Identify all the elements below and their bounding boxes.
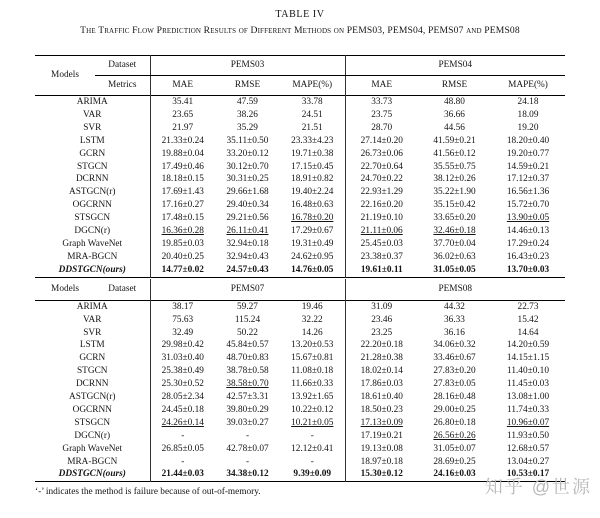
value-cell: 24.51 xyxy=(301,109,323,120)
value-cell: - xyxy=(150,456,215,469)
value-cell: 10.96±0.07 xyxy=(506,417,550,428)
value-cell: 14.15±1.15 xyxy=(506,353,550,364)
value-cell: 10.22±0.12 xyxy=(291,404,334,415)
value-cell: 39.03±0.27 xyxy=(226,417,269,428)
table-row xyxy=(35,430,565,443)
dataset-header: Dataset xyxy=(108,283,137,294)
table-row xyxy=(35,314,565,327)
value-cell: 29.98±0.42 xyxy=(150,339,215,352)
value-cell: 38.17 xyxy=(150,300,215,313)
model-name: LSTM xyxy=(79,340,105,351)
value-cell: 14.26 xyxy=(301,327,323,338)
value-cell: 13.20±0.53 xyxy=(291,340,334,351)
value-cell: 34.38±0.12 xyxy=(226,469,269,480)
value-cell: - xyxy=(310,430,314,441)
results-table-bottom xyxy=(35,279,565,483)
value-cell: 15.30±0.12 xyxy=(345,468,418,481)
value-cell: 39.80±0.29 xyxy=(226,404,269,415)
group-header-pems08: PEMS08 xyxy=(345,279,565,301)
value-cell: 36.66 xyxy=(444,109,465,120)
value-cell: 13.90±0.05 xyxy=(506,213,550,224)
value-cell: 18.91±0.82 xyxy=(291,174,334,185)
value-cell: 31.09 xyxy=(345,300,418,313)
value-cell: 17.19±0.21 xyxy=(345,430,418,443)
metric-header-rmse: RMSE xyxy=(441,80,468,90)
value-cell: 27.14±0.20 xyxy=(345,135,418,148)
value-cell: 12.68±0.57 xyxy=(506,443,550,454)
table-top-header xyxy=(35,56,565,96)
value-cell: 24.45±0.18 xyxy=(150,404,215,417)
value-cell: 42.57±3.31 xyxy=(226,392,269,403)
table-bottom-body xyxy=(35,300,565,482)
value-cell: 17.13±0.09 xyxy=(345,417,418,430)
value-cell: 17.15±0.45 xyxy=(291,161,334,172)
table-row xyxy=(35,391,565,404)
value-cell: 19.40±2.24 xyxy=(291,187,334,198)
value-cell: 19.61±0.11 xyxy=(345,264,418,277)
value-cell: 32.46±0.18 xyxy=(433,226,476,237)
value-cell: 16.78±0.20 xyxy=(291,213,334,224)
value-cell: 14.20±0.59 xyxy=(506,340,550,351)
value-cell: 18.50±0.23 xyxy=(345,404,418,417)
table-caption: The Traffic Flow Prediction Results of Different Methods on PEMS03, PEMS04, PEMS07 and PEMS08 xyxy=(80,25,520,36)
value-cell: 23.75 xyxy=(345,109,418,122)
table-row xyxy=(35,378,565,391)
value-cell: 28.05±2.34 xyxy=(150,391,215,404)
value-cell: 19.13±0.08 xyxy=(345,443,418,456)
table-row xyxy=(35,225,565,238)
value-cell: 44.56 xyxy=(444,122,465,133)
value-cell: 14.46±0.13 xyxy=(506,226,550,237)
value-cell: 24.70±0.22 xyxy=(345,173,418,186)
value-cell: 28.16±0.48 xyxy=(433,392,476,403)
value-cell: 33.46±0.67 xyxy=(433,353,476,364)
table-row xyxy=(35,173,565,186)
value-cell: 24.16±0.03 xyxy=(433,469,476,480)
value-cell: 11.40±0.10 xyxy=(507,366,549,377)
models-header: Models xyxy=(51,283,79,294)
value-cell: 12.12±0.41 xyxy=(291,443,334,454)
value-cell: 22.93±1.29 xyxy=(345,186,418,199)
value-cell: - xyxy=(245,456,250,467)
value-cell: 41.59±0.21 xyxy=(433,135,476,146)
value-cell: 21.51 xyxy=(301,122,323,133)
model-name: DGCN(r) xyxy=(74,226,111,237)
value-cell: 38.26 xyxy=(237,109,258,120)
model-name: Graph WaveNet xyxy=(62,238,123,249)
value-cell: 19.46 xyxy=(301,301,323,312)
model-name: ASTGCN(r) xyxy=(69,187,116,198)
value-cell: 26.80±0.18 xyxy=(433,417,476,428)
value-cell: 35.55±0.75 xyxy=(433,161,476,172)
value-cell: 26.73±0.06 xyxy=(345,148,418,161)
value-cell: 33.73 xyxy=(345,96,418,109)
value-cell: 26.56±0.26 xyxy=(433,430,476,441)
value-cell: 30.12±0.70 xyxy=(226,161,269,172)
value-cell: 48.80 xyxy=(444,97,465,107)
watermark: 知乎 @世源 xyxy=(484,477,592,497)
value-cell: 24.62±0.95 xyxy=(291,251,334,262)
value-cell: 17.12±0.37 xyxy=(506,174,550,185)
group-header-pems07: PEMS07 xyxy=(150,279,345,301)
value-cell: 11.74±0.33 xyxy=(507,404,549,415)
metric-header-mae: MAE xyxy=(345,76,418,96)
model-name: VAR xyxy=(83,109,102,120)
value-cell: - xyxy=(150,430,215,443)
model-name: STSGCN xyxy=(74,213,111,224)
value-cell: 19.71±0.38 xyxy=(291,148,334,159)
value-cell: 35.22±1.90 xyxy=(433,187,476,198)
value-cell: 37.70±0.04 xyxy=(433,238,476,249)
value-cell: 25.38±0.49 xyxy=(150,365,215,378)
value-cell: 16.48±0.63 xyxy=(291,200,334,211)
model-name: DDSTGCN(ours) xyxy=(58,264,126,275)
metric-header-rmse: RMSE xyxy=(234,80,261,90)
value-cell: 33.65±0.20 xyxy=(433,213,476,224)
value-cell: 18.61±0.40 xyxy=(345,391,418,404)
model-name: MRA-BGCN xyxy=(67,251,118,262)
table-row xyxy=(35,122,565,135)
model-name: DCRNN xyxy=(75,174,109,185)
value-cell: 24.18 xyxy=(517,97,539,107)
model-name: GCRN xyxy=(79,148,106,159)
value-cell: 30.31±0.25 xyxy=(226,174,269,185)
metrics-header: Metrics xyxy=(108,80,137,90)
value-cell: 17.48±0.15 xyxy=(150,212,215,225)
value-cell: 21.97 xyxy=(150,122,215,135)
metric-header-mae: MAE xyxy=(150,76,215,96)
table-row xyxy=(35,300,565,313)
value-cell: 44.32 xyxy=(444,301,465,312)
value-cell: 16.36±0.28 xyxy=(150,225,215,238)
model-name: SVR xyxy=(83,122,102,133)
value-cell: 32.49 xyxy=(150,327,215,340)
value-cell: 22.16±0.20 xyxy=(345,199,418,212)
value-cell: 35.41 xyxy=(150,96,215,109)
value-cell: 21.44±0.03 xyxy=(150,468,215,481)
table-row xyxy=(35,404,565,417)
table-row xyxy=(35,212,565,225)
value-cell: 115.24 xyxy=(234,314,261,325)
value-cell: 31.05±0.05 xyxy=(433,264,476,275)
value-cell: 32.22 xyxy=(301,314,323,325)
value-cell: 17.86±0.03 xyxy=(345,378,418,391)
value-cell: 29.40±0.34 xyxy=(226,200,269,211)
table-row xyxy=(35,443,565,456)
value-cell: 19.20±0.77 xyxy=(506,148,550,159)
model-name: DDSTGCN(ours) xyxy=(58,469,126,480)
value-cell: 36.33 xyxy=(444,314,465,325)
value-cell: 21.19±0.10 xyxy=(345,212,418,225)
value-cell: 11.66±0.33 xyxy=(291,379,334,390)
value-cell: 14.77±0.02 xyxy=(150,264,215,277)
value-cell: 18.18±0.15 xyxy=(150,173,215,186)
value-cell: 29.21±0.56 xyxy=(226,213,269,224)
value-cell: 47.59 xyxy=(237,97,258,107)
value-cell: 35.29 xyxy=(237,122,258,133)
value-cell: 28.69±0.25 xyxy=(433,456,476,467)
table-row xyxy=(35,135,565,148)
models-header: Models xyxy=(51,70,79,80)
value-cell: 16.43±0.23 xyxy=(506,251,550,262)
value-cell: 19.31±0.49 xyxy=(291,238,334,249)
model-name: VAR xyxy=(83,314,102,325)
value-cell: 35.11±0.50 xyxy=(226,135,269,146)
value-cell: 26.85±0.05 xyxy=(150,443,215,456)
value-cell: 38.78±0.58 xyxy=(226,366,269,377)
value-cell: 75.63 xyxy=(150,314,215,327)
value-cell: 22.73 xyxy=(517,301,539,312)
value-cell: 19.85±0.03 xyxy=(150,238,215,251)
table-row xyxy=(35,251,565,264)
value-cell: 29.00±0.25 xyxy=(433,404,476,415)
value-cell: 11.93±0.50 xyxy=(507,430,549,441)
value-cell: 36.16 xyxy=(444,327,465,338)
model-name: GCRN xyxy=(79,353,106,364)
metric-header-mape: MAPE(%) xyxy=(292,80,333,90)
value-cell: 17.16±0.27 xyxy=(150,199,215,212)
table-number-title: TABLE IV xyxy=(275,9,325,20)
value-cell: 11.08±0.18 xyxy=(291,366,334,377)
model-name: MRA-BGCN xyxy=(67,456,118,467)
value-cell: 34.06±0.32 xyxy=(433,340,476,351)
value-cell: 24.57±0.43 xyxy=(226,264,269,275)
model-name: LSTM xyxy=(79,135,105,146)
value-cell: 32.94±0.18 xyxy=(226,238,269,249)
table-bottom-header xyxy=(35,279,565,301)
value-cell: 11.45±0.03 xyxy=(507,379,549,390)
value-cell: 18.09 xyxy=(517,109,539,120)
value-cell: 14.76±0.05 xyxy=(291,264,334,275)
value-cell: 13.70±0.03 xyxy=(506,264,550,275)
table-row xyxy=(35,456,565,469)
value-cell: 14.59±0.21 xyxy=(506,161,550,172)
value-cell: 15.42 xyxy=(517,314,539,325)
model-name: DCRNN xyxy=(75,379,109,390)
table-row xyxy=(35,352,565,365)
table-row xyxy=(35,339,565,352)
table-row xyxy=(35,96,565,109)
value-cell: 48.70±0.83 xyxy=(226,353,269,364)
value-cell: 10.53±0.17 xyxy=(506,469,550,480)
value-cell: 23.33±4.23 xyxy=(291,135,334,146)
model-name: DGCN(r) xyxy=(74,430,111,441)
value-cell: 19.20 xyxy=(517,122,539,133)
value-cell: 16.56±1.36 xyxy=(506,187,550,198)
value-cell: 22.20±0.18 xyxy=(345,339,418,352)
value-cell: 10.21±0.05 xyxy=(291,417,334,428)
table-row xyxy=(35,327,565,340)
model-name: OGCRNN xyxy=(72,200,112,211)
value-cell: 14.64 xyxy=(517,327,539,338)
model-name: OGCRNN xyxy=(72,404,112,415)
value-cell: 13.92±1.65 xyxy=(291,392,334,403)
model-name: STGCN xyxy=(77,366,108,377)
value-cell: 21.33±0.24 xyxy=(150,135,215,148)
metric-header-mape: MAPE(%) xyxy=(508,80,548,90)
results-table-top xyxy=(35,55,565,278)
table-row xyxy=(35,186,565,199)
value-cell: 23.38±0.37 xyxy=(345,251,418,264)
value-cell: 17.69±1.43 xyxy=(150,186,215,199)
value-cell: 21.11±0.06 xyxy=(345,225,418,238)
value-cell: 31.05±0.07 xyxy=(433,443,476,454)
value-cell: 25.45±0.03 xyxy=(345,238,418,251)
value-cell: 33.78 xyxy=(301,97,323,107)
value-cell: 13.08±1.00 xyxy=(506,392,550,403)
table-row xyxy=(35,365,565,378)
dataset-header: Dataset xyxy=(95,56,150,76)
value-cell: 50.22 xyxy=(237,327,258,338)
group-header-pems03: PEMS03 xyxy=(150,56,345,76)
value-cell: 18.20±0.40 xyxy=(506,135,550,146)
value-cell: 32.94±0.43 xyxy=(226,251,269,262)
value-cell: 42.78±0.07 xyxy=(226,443,269,454)
value-cell: 15.67±0.81 xyxy=(291,353,334,364)
value-cell: 17.29±0.24 xyxy=(506,238,550,249)
value-cell: 23.46 xyxy=(345,314,418,327)
value-cell: 17.49±0.46 xyxy=(150,161,215,174)
value-cell: 45.84±0.57 xyxy=(226,340,269,351)
value-cell: 26.11±0.41 xyxy=(226,226,269,237)
value-cell: 17.29±0.67 xyxy=(291,226,334,237)
value-cell: 20.40±0.25 xyxy=(150,251,215,264)
value-cell: 18.97±0.18 xyxy=(345,456,418,469)
value-cell: 27.83±0.05 xyxy=(433,379,476,390)
table-row xyxy=(35,109,565,122)
value-cell: 23.25 xyxy=(345,327,418,340)
value-cell: 9.39±0.09 xyxy=(293,469,332,480)
table-row xyxy=(35,264,565,277)
table-top-body xyxy=(35,96,565,278)
group-header-pems04: PEMS04 xyxy=(345,56,565,76)
value-cell: 41.56±0.12 xyxy=(433,148,476,159)
value-cell: 25.30±0.52 xyxy=(150,378,215,391)
table-row xyxy=(35,417,565,430)
value-cell: 36.02±0.63 xyxy=(433,251,476,262)
value-cell: 23.65 xyxy=(150,109,215,122)
value-cell: - xyxy=(310,456,314,467)
table-row xyxy=(35,238,565,251)
value-cell: 19.88±0.04 xyxy=(150,148,215,161)
model-name: ASTGCN(r) xyxy=(69,392,116,403)
model-name: SVR xyxy=(83,327,102,338)
value-cell: 21.28±0.38 xyxy=(345,352,418,365)
value-cell: 33.20±0.12 xyxy=(226,148,269,159)
value-cell: 15.72±0.70 xyxy=(506,200,550,211)
table-footnote: ‘-’ indicates the method is failure because of out-of-memory. xyxy=(35,487,261,498)
value-cell: 31.03±0.40 xyxy=(150,352,215,365)
model-name: ARIMA xyxy=(76,97,108,107)
value-cell: 38.12±0.26 xyxy=(433,174,476,185)
table-row xyxy=(35,148,565,161)
value-cell: 28.70 xyxy=(345,122,418,135)
model-name: STGCN xyxy=(77,161,108,172)
model-name: Graph WaveNet xyxy=(62,443,123,454)
value-cell: 13.04±0.27 xyxy=(506,456,550,467)
value-cell: - xyxy=(245,430,250,441)
model-name: ARIMA xyxy=(76,301,108,312)
value-cell: 27.83±0.20 xyxy=(433,366,476,377)
value-cell: 18.02±0.14 xyxy=(345,365,418,378)
value-cell: 22.70±0.64 xyxy=(345,161,418,174)
table-row xyxy=(35,161,565,174)
value-cell: 35.15±0.42 xyxy=(433,200,476,211)
value-cell: 38.58±0.70 xyxy=(226,379,269,390)
model-name: STSGCN xyxy=(74,417,111,428)
value-cell: 59.27 xyxy=(237,301,258,312)
value-cell: 29.66±1.68 xyxy=(226,187,269,198)
value-cell: 24.26±0.14 xyxy=(150,417,215,430)
table-row xyxy=(35,199,565,212)
